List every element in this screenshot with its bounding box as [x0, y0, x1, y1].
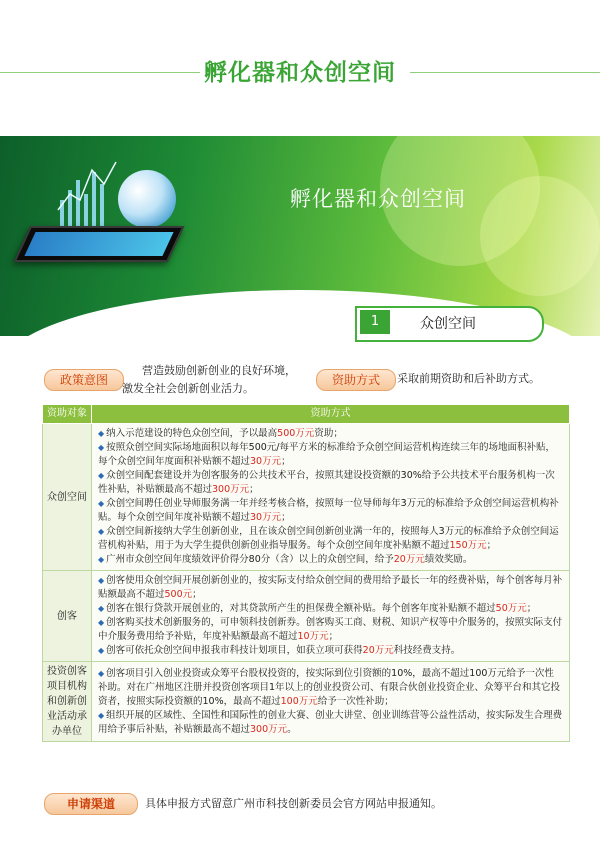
- policy-intent-label: 政策意图: [44, 369, 124, 391]
- header-target: 资助对象: [43, 405, 92, 424]
- amount-highlight: 300万元: [212, 484, 250, 495]
- item-text: 按照众创空间实际场地面积以每年500元/每平方米的标准给予众创空间运营机构连续三年的场地面积补贴，每个众创空间年度面积补贴额不超过: [98, 442, 555, 467]
- diamond-bullet-icon: ◆: [98, 668, 105, 678]
- tablet-screen: [24, 232, 173, 256]
- table-body: [43, 424, 570, 742]
- policy-intent-line-2: 激发全社会创新创业活力。: [122, 382, 254, 395]
- amount-highlight: 150万元: [449, 540, 487, 551]
- glow-decoration: [480, 176, 600, 296]
- diamond-bullet-icon: ◆: [98, 710, 105, 720]
- item-text: 给予一次性补助；: [317, 695, 394, 707]
- diamond-bullet-icon: ◆: [98, 646, 105, 655]
- banner-title: 孵化器和众创空间: [290, 187, 466, 211]
- globe-icon: [118, 170, 176, 228]
- item-text: ；: [486, 540, 497, 551]
- item-text: 资助；: [314, 428, 343, 439]
- item-text: 创客项目引入创业投资或众筹平台股权投资的，按实际到位引资额的10%，最高不超过100万元给予一次性补助。对在广州地区注册并投资创客项目1年以上的创业投资公司、有限合伙创业投资企业、众筹平台和其它投资者，按照实际投资额的10%，最高不超过: [98, 667, 561, 707]
- funding-target-cell: 创客: [43, 571, 92, 662]
- item-text: 创客在银行贷款开展创业的，对其贷款所产生的担保费全额补贴。每个创客年度补贴额不超过: [106, 603, 496, 614]
- funding-method-label: 资助方式: [316, 369, 396, 391]
- item-text: ；: [281, 512, 291, 523]
- section-label: 众创空间: [420, 316, 476, 332]
- diamond-bullet-icon: ◆: [98, 604, 105, 613]
- item-text: 纳入示范建设的特色众创空间，予以最高: [106, 428, 278, 439]
- table-header-row: [43, 405, 570, 424]
- amount-highlight: 500万元: [277, 428, 315, 439]
- application-channel-text: 具体申报方式留意广州市科技创新委员会官方网站申报通知。: [145, 797, 442, 810]
- funding-method-text: 采取前期资助和后补助方式。: [397, 372, 540, 385]
- funding-item: [98, 441, 563, 469]
- page-title: 孵化器和众创空间: [204, 60, 396, 86]
- amount-highlight: 50万元: [495, 603, 527, 614]
- item-text: ；: [526, 603, 537, 614]
- funding-item: [98, 667, 563, 709]
- item-text: ；: [281, 456, 291, 467]
- amount-highlight: 300万元: [250, 723, 288, 735]
- item-text: 组织开展的区域性、全国性和国际性的创业大赛、创业大讲堂、创业训练营等公益性活动，按实际发生合理费用给予事后补贴，补贴额最高不超过: [98, 709, 563, 735]
- funding-method-cell: [92, 571, 570, 662]
- application-channel-label: 申请渠道: [44, 793, 138, 815]
- section-number: 1: [360, 310, 390, 334]
- item-text: ；: [328, 631, 339, 642]
- diamond-bullet-icon: ◆: [98, 555, 105, 564]
- funding-item: [98, 553, 563, 567]
- diamond-bullet-icon: ◆: [98, 618, 105, 627]
- amount-highlight: 20万元: [393, 554, 425, 565]
- item-text: ；: [249, 484, 259, 495]
- funding-item: [98, 497, 563, 525]
- diamond-bullet-icon: ◆: [98, 499, 105, 508]
- funding-item: [98, 709, 563, 737]
- tablet-icon: [14, 226, 185, 262]
- diamond-bullet-icon: ◆: [98, 527, 105, 536]
- amount-highlight: 500元: [164, 589, 193, 600]
- item-text: 绩效奖励。: [424, 554, 473, 565]
- funding-item: [98, 616, 563, 644]
- amount-highlight: 30万元: [250, 456, 282, 467]
- policy-intent-line-1: 营造鼓励创新创业的良好环境，: [142, 364, 296, 377]
- item-text: 广州市众创空间年度绩效评价得分80分（含）以上的众创空间，给予: [106, 554, 394, 565]
- funding-item: [98, 469, 563, 497]
- funding-table: [42, 404, 570, 742]
- amount-highlight: 30万元: [250, 512, 282, 523]
- item-text: 科技经费支持。: [393, 645, 461, 656]
- diamond-bullet-icon: ◆: [98, 576, 105, 585]
- funding-item: [98, 525, 563, 553]
- amount-highlight: 10万元: [297, 631, 329, 642]
- item-text: 创客购买技术创新服务的，可申领科技创新券。创客购买工商、财税、知识产权等中介服务的，按照实际支付中介服务费用给予补贴，年度补贴额最高不超过: [98, 617, 563, 642]
- diamond-bullet-icon: ◆: [98, 471, 105, 480]
- funding-item: [98, 602, 563, 616]
- table-row: [43, 424, 570, 571]
- funding-target-cell: 投资创客项目机构和创新创业活动承办单位: [43, 662, 92, 742]
- table-row: [43, 662, 570, 742]
- policy-intent-text: [122, 362, 296, 398]
- header-method: 资助方式: [92, 405, 570, 424]
- diamond-bullet-icon: ◆: [98, 443, 105, 452]
- item-text: 。: [287, 723, 297, 735]
- funding-target-cell: 众创空间: [43, 424, 92, 571]
- funding-item: [98, 427, 563, 441]
- funding-method-cell: [92, 424, 570, 571]
- funding-item: [98, 574, 563, 602]
- amount-highlight: 20万元: [362, 645, 394, 656]
- item-text: 创客可依托众创空间申报我市科技计划项目，如获立项可获得: [106, 645, 363, 656]
- item-text: 众创空间聘任创业导师服务满一年并经考核合格，按照每一位导师每年3万元的标准给予众创空间运营机构补贴。每个众创空间年度补贴额不超过: [98, 498, 559, 523]
- item-text: 众创空间配套建设并为创客服务的公共技术平台，按照其建设投资额的30%给予公共技术平台服务机构一次性补贴，补贴额最高不超过: [98, 470, 555, 495]
- item-text: 创客使用众创空间开展创新创业的，按实际支付给众创空间的费用给予最长一年的经费补贴，每个创客每月补贴额最高不超过: [98, 575, 563, 600]
- amount-highlight: 100万元: [280, 695, 318, 707]
- funding-item: [98, 644, 563, 658]
- item-text: 众创空间新接纳大学生创新创业，且在该众创空间创新创业满一年的，按照每人3万元的标准给予众创空间运营机构补贴，用于为大学生提供创新创业指导服务。每个众创空间年度补贴额不超过: [98, 526, 559, 551]
- item-text: ；: [192, 589, 202, 600]
- funding-method-cell: [92, 662, 570, 742]
- diamond-bullet-icon: ◆: [98, 429, 105, 438]
- table-row: [43, 571, 570, 662]
